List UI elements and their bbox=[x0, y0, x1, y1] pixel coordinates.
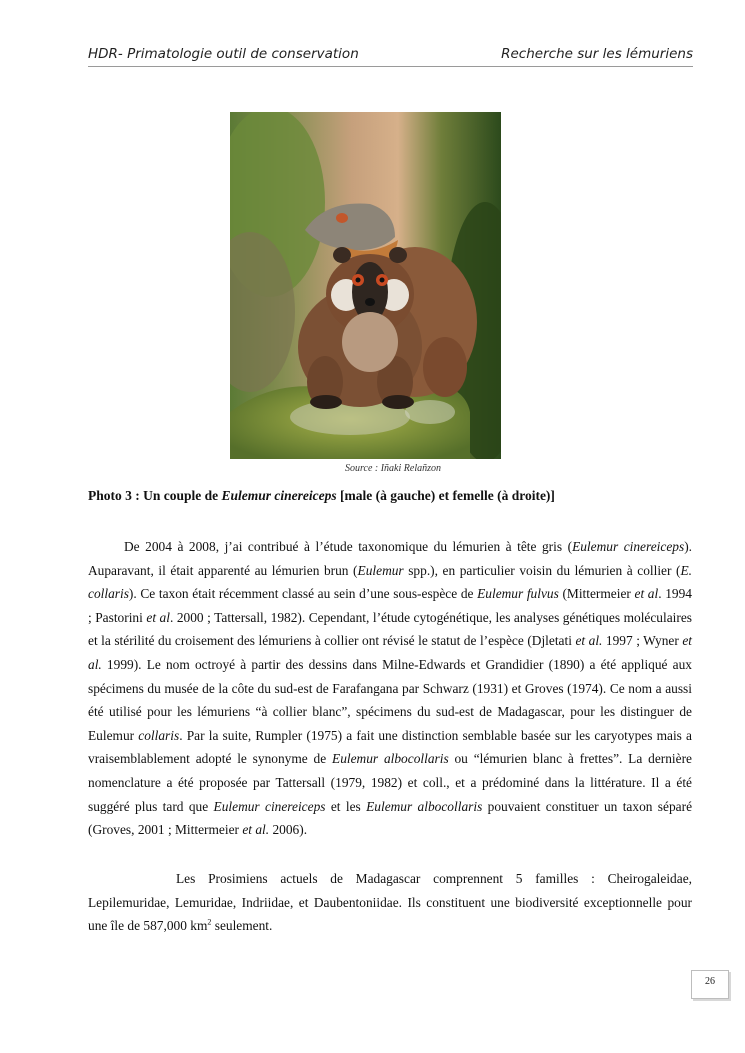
lemur-photo bbox=[230, 112, 501, 459]
italic-run: Eulemur cinereiceps bbox=[572, 539, 685, 554]
caption-suffix: [male (à gauche) et femelle (à droite)] bbox=[336, 488, 555, 503]
italic-run: E. collaris bbox=[88, 562, 693, 602]
text-run: pouvaient constituer un taxon séparé (Groves, 2001 ; Mittermeier bbox=[88, 798, 693, 838]
italic-run: Eulemur cinereiceps bbox=[213, 798, 326, 814]
header-title-right: Recherche sur les lémuriens bbox=[501, 46, 693, 62]
caption-species: Eulemur cinereiceps bbox=[221, 488, 337, 503]
italic-run: et al. bbox=[575, 633, 603, 649]
paragraph-taxonomy bbox=[88, 535, 692, 842]
header-title-left: HDR- Primatologie outil de conservation bbox=[88, 46, 359, 62]
caption-prefix: Photo 3 : Un couple de bbox=[88, 488, 222, 503]
italic-run: et al bbox=[146, 609, 170, 625]
italic-run: Eulemur albocollaris bbox=[366, 798, 483, 814]
text-run: De 2004 à 2008, j’ai contribué à l’étude taxonomique du lémurien à tête gris ( bbox=[124, 539, 573, 554]
page-number: 26 bbox=[691, 970, 729, 999]
italic-run: et al. bbox=[88, 633, 692, 672]
photo-source: Source : Iñaki Relañzon bbox=[345, 463, 441, 474]
italic-run: et al bbox=[634, 586, 659, 602]
text-run: ). Auparavant, il était apparenté au lémurien brun ( bbox=[88, 539, 692, 578]
text-run: . Par la suite, Rumpler (1975) a fait une distinction semblable basée sur les caryotypes mais a vraisemblablement adopté le synonyme de bbox=[88, 727, 692, 767]
superscript: 2 bbox=[207, 917, 212, 927]
italic-run: et al. bbox=[242, 822, 270, 838]
text-run: 1999). Le nom octroyé à partir des dessins dans Milne-Edwards et Grandidier (1890) a été appliqué aux spécimens du musée de la côte du sud-est de Farafangana par Schwarz (1931) et Groves (1974). Ce nom a aussi été utilisé pour les lémuriens “à collier blanc”, spécimens du sud-est de Madagascar, pour les distinguer de Eulemur bbox=[88, 656, 692, 743]
text-run: 2006). bbox=[269, 822, 308, 838]
text-run: ). Ce taxon était récemment classé au sein d’une sous-espèce de bbox=[128, 586, 478, 602]
text-run: . 1994 ; Pastorini bbox=[88, 586, 692, 625]
text-run: ou “lémurien blanc à frettes”. La dernière nomenclature a été proposée par Tattersall (1979, 1982) et coll., et a prédominé dans la littérature. Il a été suggéré plus tard que bbox=[88, 751, 692, 814]
italic-run: collaris bbox=[138, 727, 180, 743]
lemur-couple-image bbox=[230, 112, 501, 459]
text-run: 1997 ; Wyner bbox=[602, 633, 683, 649]
text-run: Les Prosimiens actuels de Madagascar comprennent 5 familles : Cheirogaleidae, Lepilemuridae, Lemuridae, Indriidae, et Daubentoniidae. Ils constituent une biodiversité exceptionnelle pour une île de 587,000 km bbox=[88, 871, 692, 934]
text-run: seulement. bbox=[211, 918, 273, 934]
italic-run: Eulemur fulvus bbox=[477, 586, 559, 602]
text-run: spp.), en particulier voisin du lémurien à collier ( bbox=[403, 562, 681, 578]
italic-run: Eulemur albocollaris bbox=[332, 751, 449, 767]
italic-run: Eulemur bbox=[357, 562, 404, 578]
page-header bbox=[88, 44, 693, 67]
text-run: . 2000 ; Tattersall, 1982). Cependant, l’étude cytogénétique, les analyses génétiques moléculaires et la stérilité du croisement des lémuriens à collier ont révisé le statut de l’espèce (Djletati bbox=[88, 609, 692, 649]
photo-caption bbox=[88, 488, 693, 504]
text-run: (Mittermeier bbox=[558, 586, 635, 602]
text-run: et les bbox=[325, 798, 367, 814]
paragraph-prosimians bbox=[88, 867, 692, 938]
